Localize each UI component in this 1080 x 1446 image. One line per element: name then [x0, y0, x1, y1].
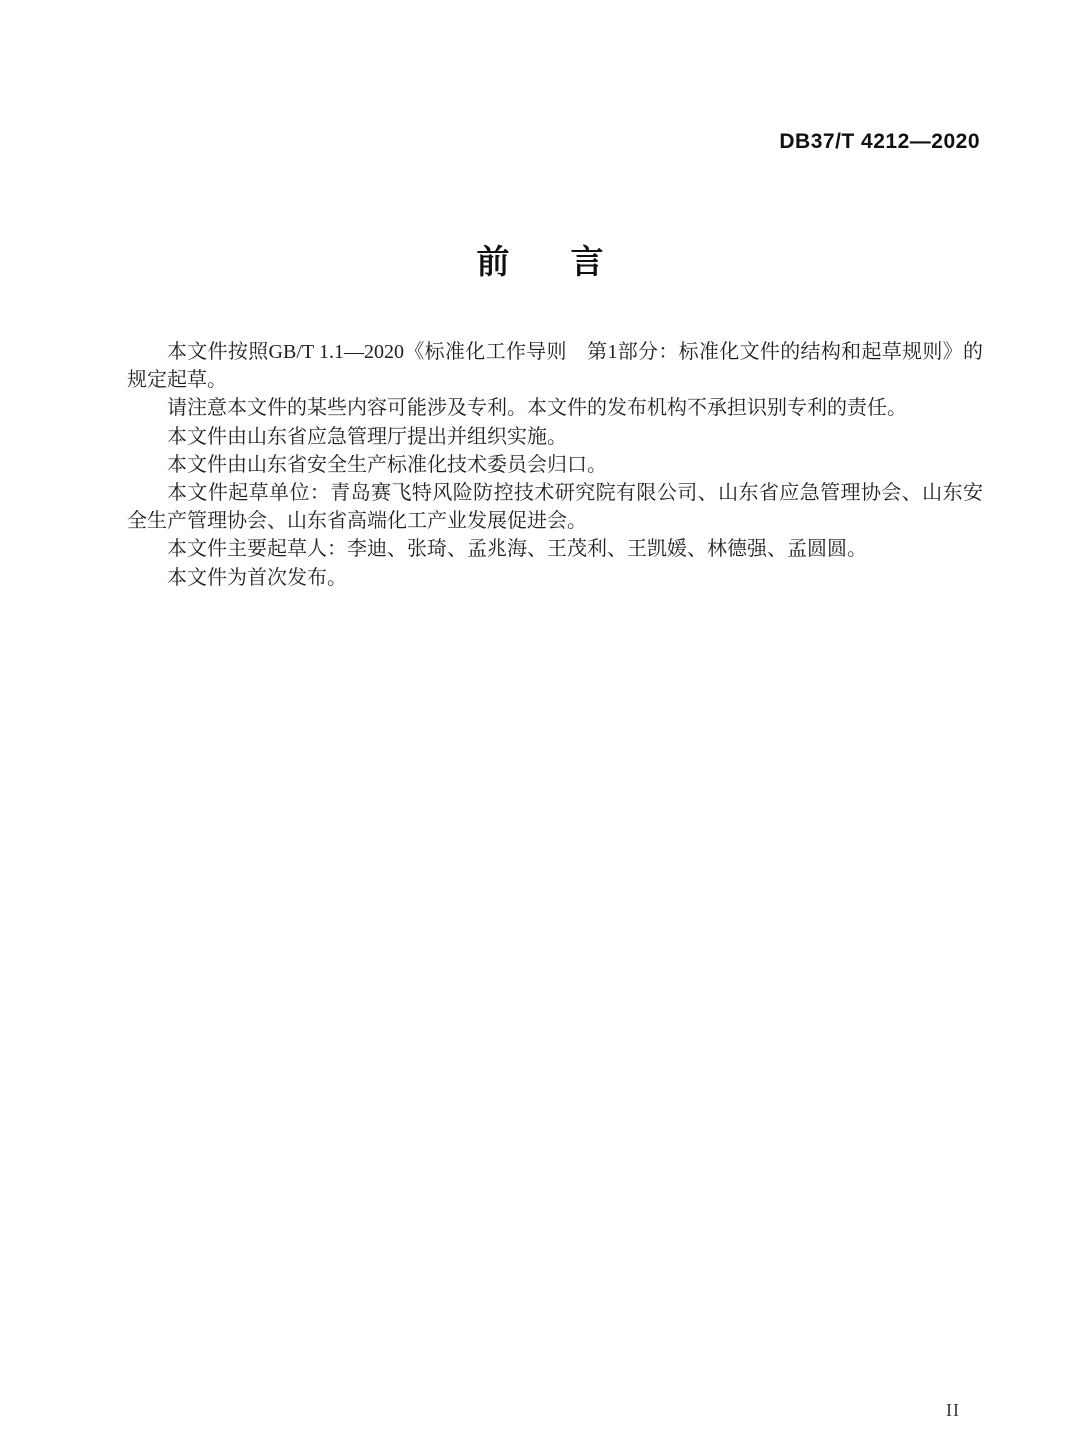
foreword-body	[127, 338, 983, 592]
standard-number: DB37/T 4212—2020	[779, 130, 980, 153]
paragraph-first-release: 本文件为首次发布。	[167, 566, 347, 589]
page-number: II	[946, 1400, 960, 1420]
paragraph-proposed-by: 本文件由山东省应急管理厅提出并组织实施。	[167, 425, 567, 448]
paragraph-main-drafters: 本文件主要起草人：李迪、张琦、孟兆海、王茂利、王凯媛、林德强、孟圆圆。	[167, 538, 867, 561]
page-title-foreword: 前言	[476, 243, 665, 280]
paragraph-drafting-rules: 本文件按照GB/T 1.1—2020《标准化工作导则 第1部分：标准化文件的结构和起草规则》的规定起草。	[127, 341, 983, 392]
paragraph-centralized-by: 本文件由山东省安全生产标准化技术委员会归口。	[167, 453, 607, 476]
paragraph-drafting-organizations: 本文件起草单位：青岛赛飞特风险防控技术研究院有限公司、山东省应急管理协会、山东安全生产管理协会、山东省高端化工产业发展促进会。	[127, 482, 983, 533]
paragraph-patent-notice: 请注意本文件的某些内容可能涉及专利。本文件的发布机构不承担识别专利的责任。	[167, 397, 907, 420]
